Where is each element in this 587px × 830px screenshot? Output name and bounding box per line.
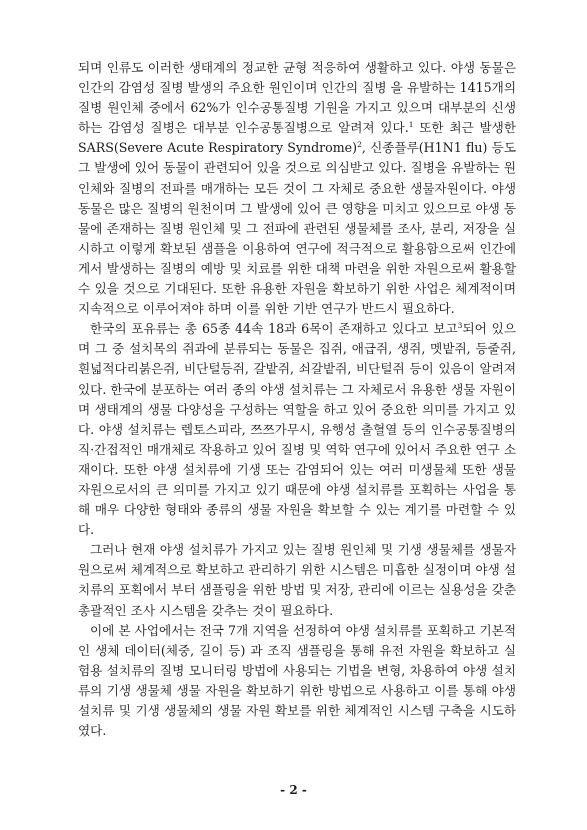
- paragraph-text: , 신종플루(H1N1 flu) 등도 그 발생에 있어 동물이 관련되어 있을 것으로 의심받고 있다. 질병을 유발하는 원인체와 질병의 전파를 매개하는 모든 것이 그 자체로 중요한 생물자원이다. 야생동물은 많은 질병의 원천이며 그 발생에 있어 큰 영향을 미치고 있으므로 야생 동물에 존재하는 질병 원인체 및 그 전파에 관련된 생물체를 조사, 분리, 저장을 실시하고 이렇게 확보된 샘플을 이용하여 연구에 적극적으로 활용함으로써 인간에게서 발생하는 질병의 예방 및 치료를 위한 대책 마련을 위한 자원으로써 활용할 수 있을 것으로 기대된다. 또한 유용한 자원을 확보하기 위한 사업은 체계적이며 지속적으로 이루어져야 하며 이를 위한 기반 연구가 반드시 필요하다.: [78, 140, 516, 317]
- footnote-reference: 1: [408, 120, 414, 130]
- paragraph-text: 또한 최근 발생한 SARS(Severe Acute Respiratory Syndrome): [78, 120, 517, 156]
- footnote-reference: 3: [457, 321, 463, 331]
- paragraph-text: 되어 있으며 그 중 설치목의 쥐과에 분류되는 동물은 집쥐, 애급쥐, 생쥐, 멧밭쥐, 등줄쥐, 흰넓적다리붉은쥐, 비단털등쥐, 갈밭쥐, 쇠갈밭쥐, 비단털쥐 등이 있음이 알려져 있다. 한국에 분포하는 여러 종의 야생 설치류는 그 자체로서 유용한 생물 자원이며 생태계의 생물 다양성을 구성하는 역할을 하고 있어 중요한 의미를 가지고 있다. 야생 설치류는 렙토스피라, 쯔쯔가무시, 유행성 출혈열 등의 인수공통질병의 직·간접적인 매개체로 작용하고 있어 질병 및 역학 연구에 있어서 주요한 연구 소재이다. 또한 야생 설치류에 기생 또는 감염되어 있는 여러 미생물체 또한 생물 자원으로서의 큰 의미를 가지고 있기 때문에 야생 설치류를 포획하는 사업을 통해 매우 다양한 형태와 종류의 생물 자원을 확보할 수 있는 계기를 마련할 수 있다.: [78, 321, 516, 538]
- paragraph: [78, 540, 516, 620]
- paragraph: [78, 621, 516, 742]
- paragraph: [78, 58, 516, 319]
- footnote-reference: 2: [357, 140, 362, 150]
- paragraph-text: 한국의 포유류는 총 65종 44속 18과 6목이 존재하고 있다고 보고: [90, 321, 458, 337]
- body-text: [78, 58, 516, 741]
- page-number: - 2 -: [280, 783, 307, 797]
- paragraph-text: 되며 인류도 이러한 생태계의 정교한 균형 적응하여 생활하고 있다. 야생 동물은 인간의 감염성 질병 발생의 주요한 원인이며 인간의 질병 을 유발하는 1415개의 질병 원인체 중에서 62%가 인수공통질병 기원을 가지고 있으며 대부분의 신생하는 감염성 질병은 대부분 인수공통질병으로 알려져 있다.: [78, 60, 516, 136]
- paragraph-text: 이에 본 사업에서는 전국 7개 지역을 선정하여 야생 설치류를 포획하고 기본적인 생체 데이터(체중, 길이 등) 과 조직 샘플링을 통해 유전 자원을 확보하고 실험용 설치류의 질병 모니터링 방법에 사용되는 기법을 변형, 차용하여 야생 설치류의 기생 생물체 생물 자원을 확보하기 위한 방법으로 사용하고 이를 통해 야생 설치류 및 기생 생물체의 생물 자원 확보를 위한 체계적인 시스템 구축을 시도하였다.: [78, 622, 516, 739]
- paragraph-text: 그러나 현재 야생 설치류가 가지고 있는 질병 원인체 및 기생 생물체를 생물자원으로써 체계적으로 확보하고 관리하기 위한 시스템은 미흡한 실정이며 야생 설치류의 포획에서 부터 샘플링을 위한 방법 및 저장, 관리에 이르는 실용성을 갖춘 총괄적인 조사 시스템을 갖추는 것이 필요하다.: [78, 542, 516, 618]
- paragraph: [78, 319, 516, 540]
